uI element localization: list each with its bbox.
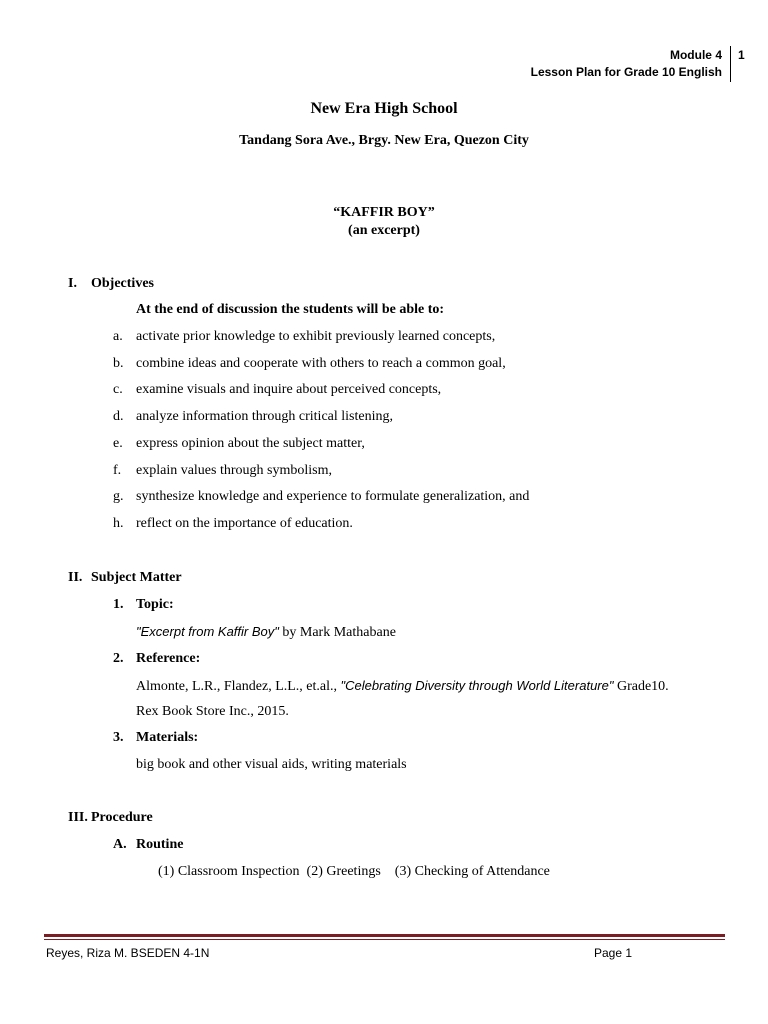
objective-text-a: activate prior knowledge to exhibit previously learned concepts, bbox=[136, 329, 496, 344]
materials-number: 3. bbox=[113, 730, 124, 745]
footer-rule-thin bbox=[44, 939, 725, 940]
header-lesson-plan: Lesson Plan for Grade 10 English bbox=[530, 65, 722, 79]
reference-publisher: Rex Book Store Inc., 2015. bbox=[136, 704, 289, 719]
objectives-intro: At the end of discussion the students will be able to: bbox=[136, 302, 445, 317]
materials-label: Materials: bbox=[136, 730, 199, 745]
header-divider bbox=[730, 46, 731, 82]
subject-matter-numeral: II. bbox=[68, 570, 83, 585]
reference-line bbox=[136, 678, 669, 695]
objective-text-c: examine visuals and inquire about perceived concepts, bbox=[136, 382, 442, 397]
reference-title: "Celebrating Diversity through World Literature" bbox=[340, 678, 614, 693]
topic-line bbox=[136, 624, 396, 641]
objective-letter-d: d. bbox=[113, 409, 124, 424]
materials-text: big book and other visual aids, writing materials bbox=[136, 757, 407, 772]
procedure-numeral: III. bbox=[68, 810, 88, 825]
school-name: New Era High School bbox=[310, 100, 458, 117]
header-page-number: 1 bbox=[738, 48, 745, 62]
footer-rule-thick bbox=[44, 934, 725, 937]
routine-steps: (1) Classroom Inspection (2) Greetings (3) Checking of Attendance bbox=[158, 864, 550, 879]
objective-text-b: combine ideas and cooperate with others to reach a common goal, bbox=[136, 356, 506, 371]
footer-author: Reyes, Riza M. BSEDEN 4-1N bbox=[46, 946, 210, 960]
story-title: “KAFFIR BOY” bbox=[333, 205, 435, 220]
objective-text-h: reflect on the importance of education. bbox=[136, 516, 353, 531]
reference-authors: Almonte, L.R., Flandez, L.L., et.al., bbox=[136, 679, 341, 694]
objective-text-f: explain values through symbolism, bbox=[136, 463, 332, 478]
objective-text-g: synthesize knowledge and experience to formulate generalization, and bbox=[136, 489, 530, 504]
reference-grade: Grade10. bbox=[613, 679, 669, 694]
routine-letter: A. bbox=[113, 837, 127, 852]
procedure-heading: Procedure bbox=[91, 810, 153, 825]
objective-letter-h: h. bbox=[113, 516, 124, 531]
objective-letter-e: e. bbox=[113, 436, 123, 451]
objectives-heading: Objectives bbox=[91, 276, 154, 291]
objective-letter-c: c. bbox=[113, 382, 123, 397]
footer-page: Page 1 bbox=[594, 946, 633, 960]
topic-title: "Excerpt from Kaffir Boy" bbox=[136, 624, 279, 639]
topic-author: by Mark Mathabane bbox=[278, 625, 396, 640]
topic-number: 1. bbox=[113, 597, 124, 612]
objective-letter-b: b. bbox=[113, 356, 124, 371]
objective-text-e: express opinion about the subject matter, bbox=[136, 436, 365, 451]
story-subtitle: (an excerpt) bbox=[348, 223, 420, 238]
objective-letter-g: g. bbox=[113, 489, 124, 504]
objective-letter-a: a. bbox=[113, 329, 123, 344]
subject-matter-heading: Subject Matter bbox=[91, 570, 182, 585]
reference-number: 2. bbox=[113, 651, 124, 666]
header-module: Module 4 bbox=[669, 48, 722, 62]
objective-text-d: analyze information through critical listening, bbox=[136, 409, 393, 424]
school-address: Tandang Sora Ave., Brgy. New Era, Quezon City bbox=[239, 133, 529, 148]
reference-label: Reference: bbox=[136, 651, 201, 666]
objective-letter-f: f. bbox=[113, 463, 122, 478]
objectives-numeral: I. bbox=[68, 276, 77, 291]
routine-label: Routine bbox=[136, 837, 184, 852]
topic-label: Topic: bbox=[136, 597, 174, 612]
